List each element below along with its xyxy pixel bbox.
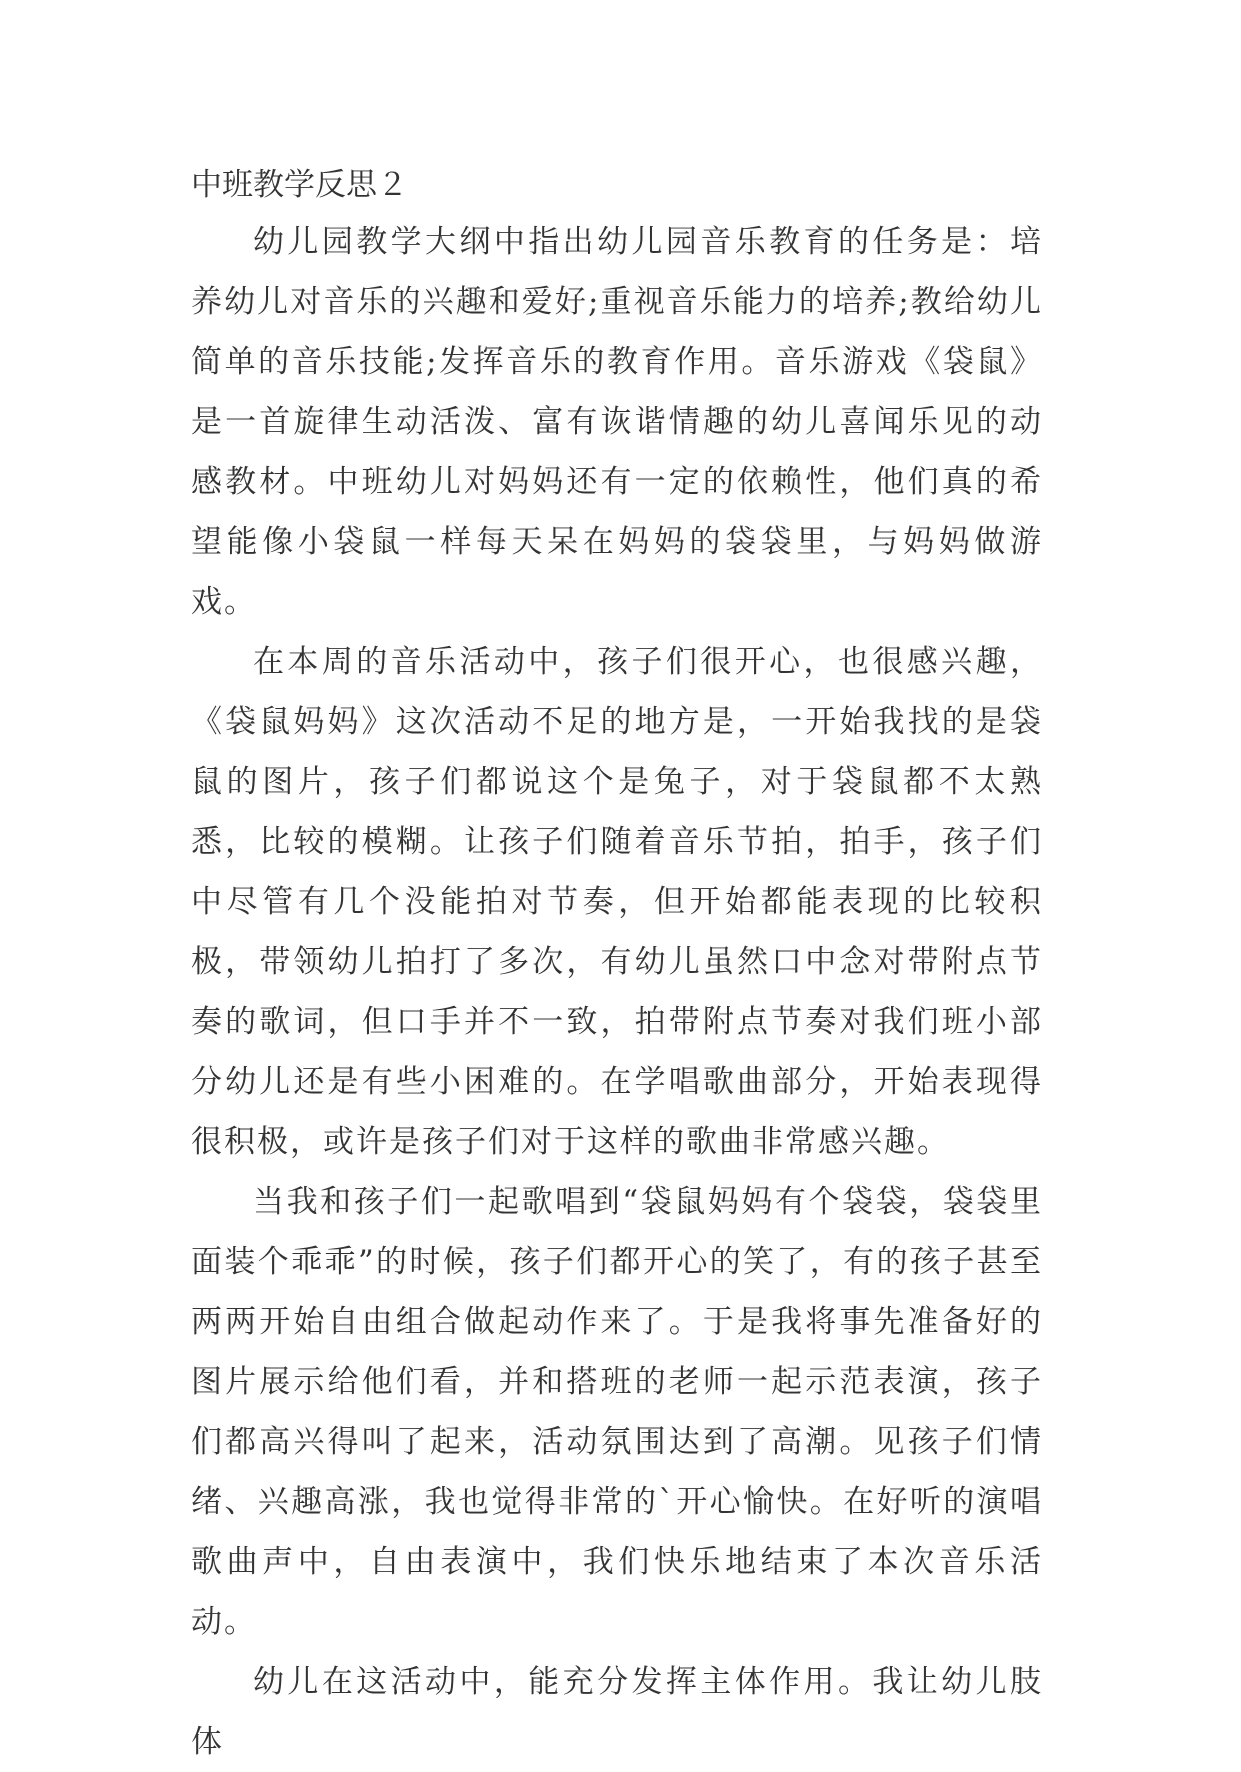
paragraph: 幼儿在这活动中，能充分发挥主体作用。我让幼儿肢体 (191, 1664, 1043, 1760)
paragraph: 当我和孩子们一起歌唱到“袋鼠妈妈有个袋袋，袋袋里面装个乖乖”的时候，孩子们都开心的笑了，有的孩子甚至两两开始自由组合做起动作来了。于是我将事先准备好的图片展示给他们看，并和搭班的老师一起示范表演，孩子们都高兴得叫了起来，活动氛围达到了高潮。见孩子们情绪、兴趣高涨，我也觉得非常的`开心愉快。在好听的演唱歌曲声中，自由表演中，我们快乐地结束了本次音乐活动。 (191, 1184, 1043, 1640)
paragraph: 幼儿园教学大纲中指出幼儿园音乐教育的任务是：培养幼儿对音乐的兴趣和爱好;重视音乐能力的培养;教给幼儿简单的音乐技能;发挥音乐的教育作用。音乐游戏《袋鼠》是一首旋律生动活泼、富有诙谐情趣的幼儿喜闻乐见的动感教材。中班幼儿对妈妈还有一定的依赖性，他们真的希望能像小袋鼠一样每天呆在妈妈的袋袋里，与妈妈做游戏。 (191, 224, 1043, 620)
document-body (191, 212, 1043, 1772)
document-title: 中班教学反思２ (191, 167, 408, 203)
paragraph: 在本周的音乐活动中，孩子们很开心，也很感兴趣，《袋鼠妈妈》这次活动不足的地方是，一开始我找的是袋鼠的图片，孩子们都说这个是兔子，对于袋鼠都不太熟悉，比较的模糊。让孩子们随着音乐节拍，拍手，孩子们中尽管有几个没能拍对节奏，但开始都能表现的比较积极，带领幼儿拍打了多次，有幼儿虽然口中念对带附点节奏的歌词，但口手并不一致，拍带附点节奏对我们班小部分幼儿还是有些小困难的。在学唱歌曲部分，开始表现得很积极，或许是孩子们对于这样的歌曲非常感兴趣。 (191, 644, 1043, 1160)
